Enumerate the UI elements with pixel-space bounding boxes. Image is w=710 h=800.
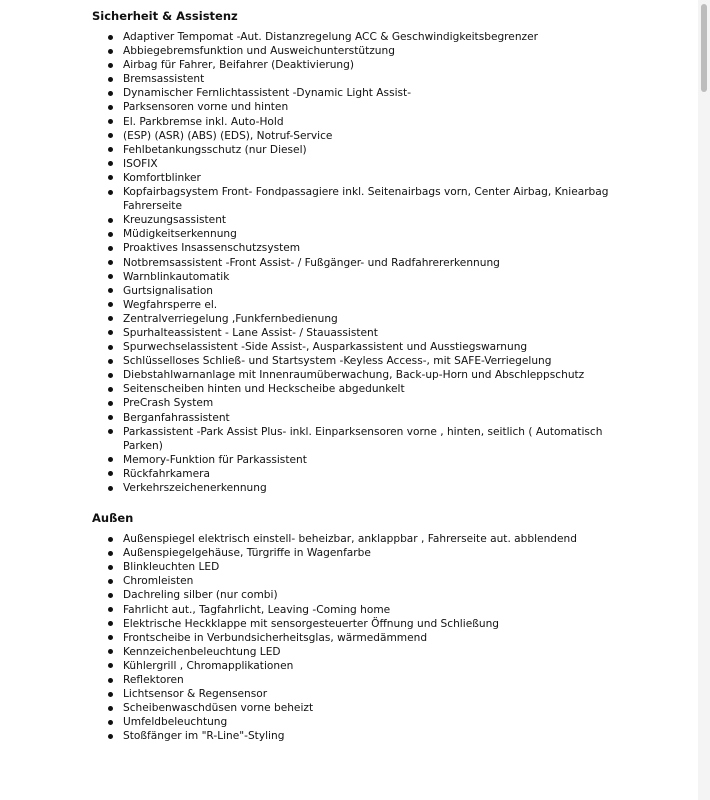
section-sicherheit-assistenz bbox=[92, 8, 692, 495]
bullet-icon bbox=[108, 91, 113, 96]
bullet-icon bbox=[108, 415, 113, 420]
bullet-icon bbox=[108, 387, 113, 392]
list-item bbox=[121, 603, 623, 617]
list-item-text: (ESP) (ASR) (ABS) (EDS), Notruf-Service bbox=[123, 129, 333, 142]
list-item-text: Frontscheibe in Verbundsicherheitsglas, wärmedämmend bbox=[123, 631, 428, 644]
list-item bbox=[121, 560, 623, 574]
bullet-icon bbox=[108, 607, 113, 612]
bullet-icon bbox=[108, 246, 113, 251]
list-item bbox=[121, 100, 623, 114]
list-item-text: Blinkleuchten LED bbox=[123, 561, 220, 574]
list-item bbox=[121, 411, 623, 425]
list-item bbox=[121, 645, 623, 659]
list-item-text: Müdigkeitserkennung bbox=[123, 228, 237, 241]
list-item-text: Diebstahlwarnanlage mit Innenraumüberwachung, Back-up-Horn und Abschleppschutz bbox=[123, 369, 585, 382]
list-item-text: Außenspiegelgehäuse, Türgriffe in Wagenfarbe bbox=[123, 547, 371, 560]
list-item bbox=[121, 30, 623, 44]
bullet-icon bbox=[108, 232, 113, 237]
bullet-icon bbox=[108, 316, 113, 321]
list-item-text: Umfeldbeleuchtung bbox=[123, 716, 228, 729]
list-item-text: PreCrash System bbox=[123, 397, 214, 410]
list-item bbox=[121, 256, 623, 270]
bullet-icon bbox=[108, 551, 113, 556]
bullet-icon bbox=[108, 77, 113, 82]
bullet-icon bbox=[108, 486, 113, 491]
list-item bbox=[121, 532, 623, 546]
list-item bbox=[121, 368, 623, 382]
list-item bbox=[121, 396, 623, 410]
scrollbar-thumb[interactable] bbox=[701, 4, 707, 92]
list-item-text: Elektrische Heckklappe mit sensorgesteuerter Öffnung und Schließung bbox=[123, 617, 500, 630]
list-item-text: Abbiegebremsfunktion und Ausweichunterstützung bbox=[123, 45, 395, 58]
list-item-text: Airbag für Fahrer, Beifahrer (Deaktivierung) bbox=[123, 59, 355, 72]
list-item bbox=[121, 701, 623, 715]
bullet-icon bbox=[108, 147, 113, 152]
bullet-icon bbox=[108, 175, 113, 180]
bullet-icon bbox=[108, 663, 113, 668]
list-item-text: Schlüsselloses Schließ- und Startsystem -Keyless Access-, mit SAFE-Verriegelung bbox=[123, 355, 552, 368]
list-item bbox=[121, 86, 623, 100]
list-item bbox=[121, 673, 623, 687]
feature-list bbox=[92, 532, 692, 743]
list-item bbox=[121, 143, 623, 157]
list-item-text: Fahrlicht aut., Tagfahrlicht, Leaving -Coming home bbox=[123, 603, 391, 616]
bullet-icon bbox=[108, 734, 113, 739]
bullet-icon bbox=[108, 635, 113, 640]
bullet-icon bbox=[108, 429, 113, 434]
bullet-icon bbox=[108, 63, 113, 68]
list-item bbox=[121, 312, 623, 326]
bullet-icon bbox=[108, 359, 113, 364]
list-item bbox=[121, 340, 623, 354]
list-item-text: ISOFIX bbox=[123, 157, 158, 170]
list-item bbox=[121, 213, 623, 227]
list-item-text: Komfortblinker bbox=[123, 171, 201, 184]
bullet-icon bbox=[108, 345, 113, 350]
list-item bbox=[121, 729, 623, 743]
bullet-icon bbox=[108, 302, 113, 307]
list-item bbox=[121, 241, 623, 255]
list-item bbox=[121, 129, 623, 143]
list-item bbox=[121, 44, 623, 58]
list-item bbox=[121, 687, 623, 701]
list-item-text: Memory-Funktion für Parkassistent bbox=[123, 453, 307, 466]
bullet-icon bbox=[108, 373, 113, 378]
bullet-icon bbox=[108, 678, 113, 683]
list-item-text: Kühlergrill , Chromapplikationen bbox=[123, 659, 294, 672]
list-item-text: Verkehrszeichenerkennung bbox=[123, 482, 267, 494]
list-item-text: Kennzeichenbeleuchtung LED bbox=[123, 645, 281, 658]
section-title: Außen bbox=[92, 511, 134, 526]
list-item bbox=[121, 574, 623, 588]
list-item-text: Kopfairbagsystem Front- Fondpassagiere inkl. Seitenairbags vorn, Center Airbag, Kniearbag Fahrerseite bbox=[123, 186, 609, 213]
list-item bbox=[121, 546, 623, 560]
bullet-icon bbox=[108, 457, 113, 462]
list-item-text: Seitenscheiben hinten und Heckscheibe abgedunkelt bbox=[123, 383, 405, 396]
list-item bbox=[121, 171, 623, 185]
list-item bbox=[121, 115, 623, 129]
bullet-icon bbox=[108, 621, 113, 626]
list-item-text: Außenspiegel elektrisch einstell- beheizbar, anklappbar , Fahrerseite aut. abblendend bbox=[123, 533, 577, 546]
list-item bbox=[121, 326, 623, 340]
bullet-icon bbox=[108, 119, 113, 124]
list-item-text: Chromleisten bbox=[123, 575, 194, 588]
bullet-icon bbox=[108, 35, 113, 40]
list-item bbox=[121, 467, 623, 481]
bullet-icon bbox=[108, 401, 113, 406]
bullet-icon bbox=[108, 579, 113, 584]
list-item-text: Wegfahrsperre el. bbox=[123, 298, 218, 311]
list-item-text: Spurwechselassistent -Side Assist-, Ausparkassistent und Ausstiegswarnung bbox=[123, 341, 528, 354]
list-item-text: Kreuzungsassistent bbox=[123, 214, 227, 227]
list-item-text: Rückfahrkamera bbox=[123, 467, 210, 480]
bullet-icon bbox=[108, 190, 113, 195]
bullet-icon bbox=[108, 706, 113, 711]
bullet-icon bbox=[108, 649, 113, 654]
list-item-text: Spurhalteassistent - Lane Assist- / Stauassistent bbox=[123, 326, 378, 339]
list-item-text: Notbremsassistent -Front Assist- / Fußgänger- und Radfahrererkennung bbox=[123, 256, 500, 269]
list-item-text: Fehlbetankungsschutz (nur Diesel) bbox=[123, 143, 307, 156]
section-aussen bbox=[92, 510, 692, 743]
bullet-icon bbox=[108, 260, 113, 265]
list-item bbox=[121, 715, 623, 729]
bullet-icon bbox=[108, 218, 113, 223]
bullet-icon bbox=[108, 692, 113, 697]
vertical-scrollbar[interactable] bbox=[698, 0, 710, 800]
list-item bbox=[121, 58, 623, 72]
list-item bbox=[121, 617, 623, 631]
list-item-text: Stoßfänger im "R-Line"-Styling bbox=[123, 730, 285, 743]
list-item bbox=[121, 481, 623, 495]
list-item-text: Warnblinkautomatik bbox=[123, 270, 230, 283]
bullet-icon bbox=[108, 537, 113, 542]
list-item-text: Bremsassistent bbox=[123, 73, 205, 86]
document-content bbox=[92, 8, 692, 744]
list-item bbox=[121, 354, 623, 368]
list-item-text: Lichtsensor & Regensensor bbox=[123, 688, 268, 701]
feature-list bbox=[92, 30, 692, 495]
list-item-text: Zentralverriegelung ,Funkfernbedienung bbox=[123, 312, 338, 325]
list-item-text: Dynamischer Fernlichtassistent -Dynamic Light Assist- bbox=[123, 87, 412, 100]
list-item-text: Adaptiver Tempomat -Aut. Distanzregelung ACC & Geschwindigkeitsbegrenzer bbox=[123, 31, 538, 43]
list-item bbox=[121, 425, 623, 453]
list-item bbox=[121, 631, 623, 645]
list-item-text: Parkassistent -Park Assist Plus- inkl. Einparksensoren vorne , hinten, seitlich ( Automatisch Parken) bbox=[123, 425, 603, 452]
list-item-text: Proaktives Insassenschutzsystem bbox=[123, 242, 301, 255]
section-title: Sicherheit & Assistenz bbox=[92, 9, 238, 23]
list-item-text: Berganfahrassistent bbox=[123, 411, 230, 424]
list-item-text: Scheibenwaschdüsen vorne beheizt bbox=[123, 702, 314, 715]
bullet-icon bbox=[108, 593, 113, 598]
list-item bbox=[121, 227, 623, 241]
bullet-icon bbox=[108, 49, 113, 54]
list-item-text: Reflektoren bbox=[123, 674, 184, 687]
bullet-icon bbox=[108, 330, 113, 335]
list-item bbox=[121, 72, 623, 86]
bullet-icon bbox=[108, 288, 113, 293]
list-item bbox=[121, 284, 623, 298]
list-item bbox=[121, 588, 623, 602]
bullet-icon bbox=[108, 105, 113, 110]
bullet-icon bbox=[108, 274, 113, 279]
bullet-icon bbox=[108, 471, 113, 476]
list-item-text: Dachreling silber (nur combi) bbox=[123, 589, 278, 602]
list-item-text: Parksensoren vorne und hinten bbox=[123, 101, 289, 114]
list-item bbox=[121, 185, 623, 213]
bullet-icon bbox=[108, 133, 113, 138]
list-item-text: Gurtsignalisation bbox=[123, 284, 214, 297]
list-item bbox=[121, 270, 623, 284]
bullet-icon bbox=[108, 720, 113, 725]
list-item bbox=[121, 659, 623, 673]
list-item-text: El. Parkbremse inkl. Auto-Hold bbox=[123, 115, 284, 128]
bullet-icon bbox=[108, 565, 113, 570]
list-item bbox=[121, 382, 623, 396]
list-item bbox=[121, 298, 623, 312]
list-item bbox=[121, 157, 623, 171]
list-item bbox=[121, 453, 623, 467]
bullet-icon bbox=[108, 161, 113, 166]
